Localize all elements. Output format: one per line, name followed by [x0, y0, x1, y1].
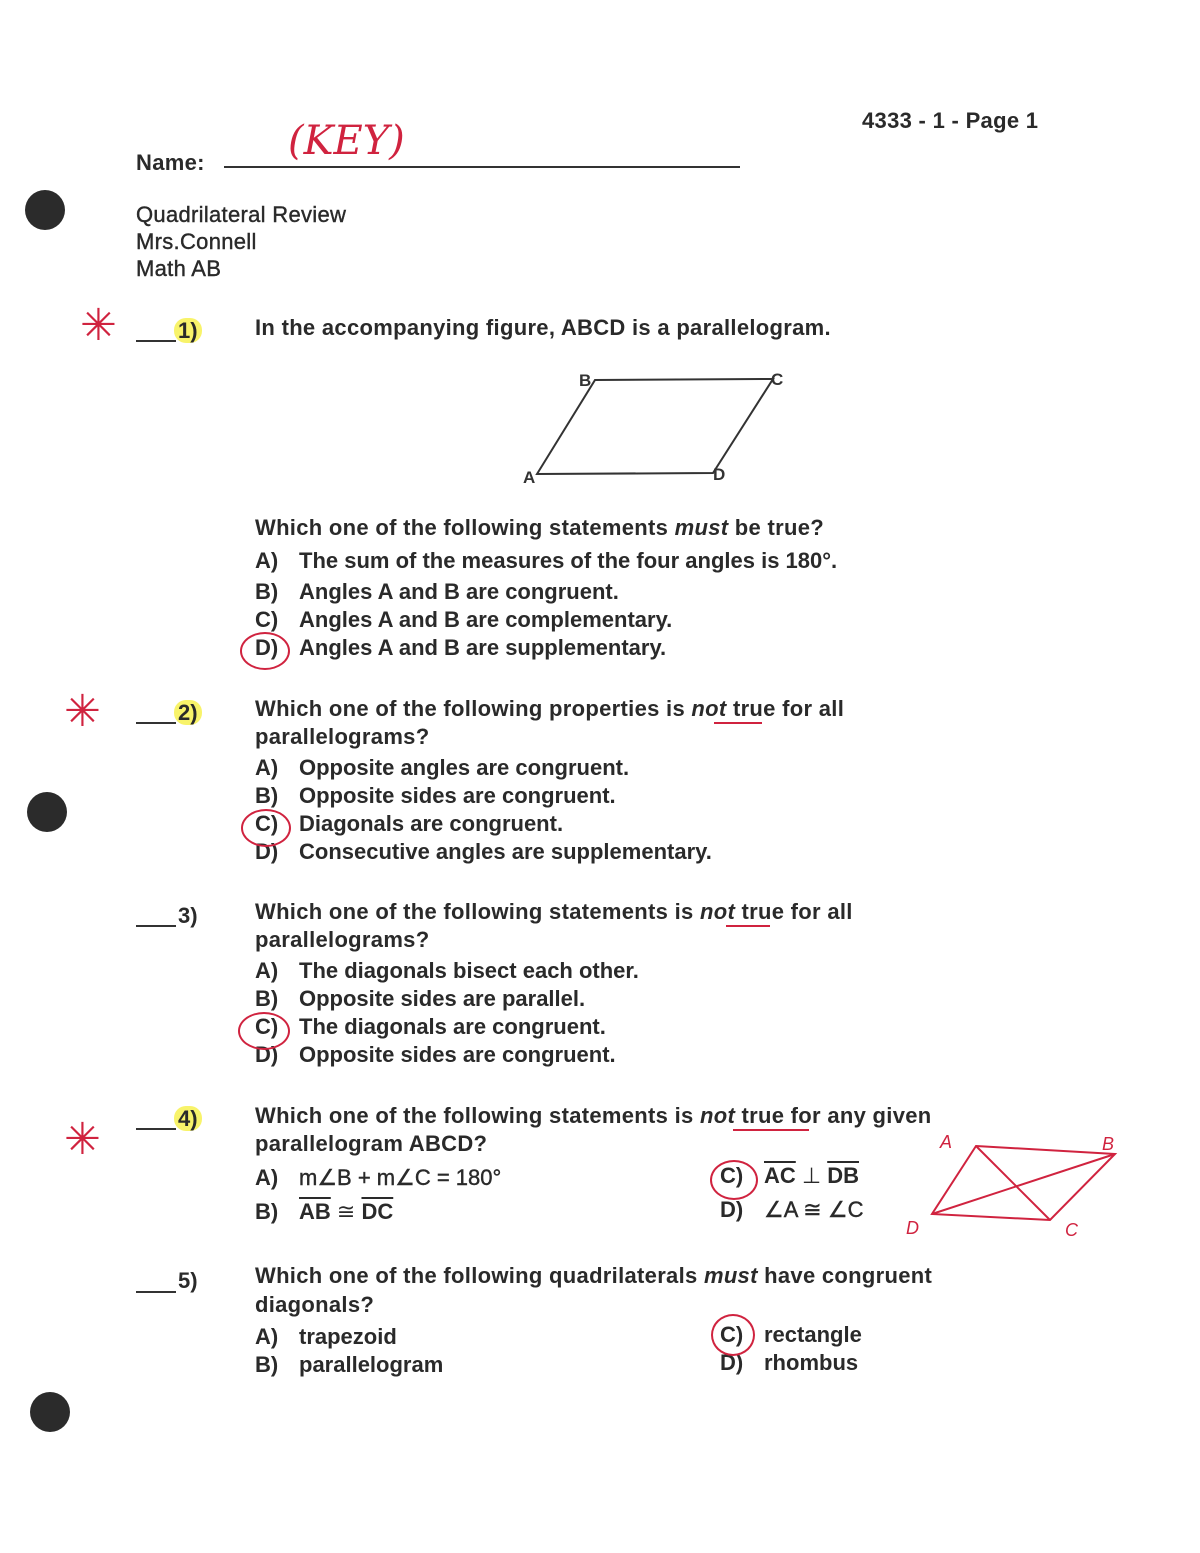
option-q4-c[interactable]: C) $\overline{AC}$ ⊥ $\overline{DB}$	[720, 1163, 859, 1188]
parallelogram-figure	[515, 362, 805, 492]
question-text-q2: Which one of the following properties is not true for all	[255, 696, 845, 721]
answer-blank-q5[interactable]	[136, 1291, 176, 1293]
question-text-q1: In the accompanying figure, ABCD is a parallelogram.	[255, 315, 831, 340]
option-q3-a[interactable]: A) The diagonals bisect each other.	[255, 958, 639, 983]
option-q3-b[interactable]: B) Opposite sides are parallel.	[255, 986, 586, 1011]
course-name: Math AB	[136, 256, 222, 281]
option-q5-a[interactable]: A) trapezoid	[255, 1324, 397, 1349]
vertex-label-d: D	[713, 465, 726, 484]
option-q4-b[interactable]: B) $\overline{AB}$ ≅ $\overline{DC}$	[255, 1199, 394, 1224]
question-text-q4: Which one of the following statements is not true for any given	[255, 1103, 932, 1128]
name-label: Name:	[136, 150, 205, 175]
sketch-label-c: C	[1065, 1220, 1078, 1240]
binder-hole-middle	[27, 792, 67, 832]
answer-circle-q3	[238, 1012, 290, 1050]
question-text-q4-line2: parallelogram ABCD?	[255, 1131, 488, 1156]
answer-blank-q1[interactable]	[136, 340, 176, 342]
sketch-label-a: A	[940, 1132, 953, 1152]
teacher-name: Mrs.Connell	[136, 229, 257, 254]
option-q4-d[interactable]: D) ∠A ≅ ∠C	[720, 1197, 864, 1222]
question-number-q3: 3)	[178, 903, 198, 928]
worksheet-title: Quadrilateral Review	[136, 202, 347, 227]
question-text-q3: Which one of the following statements is not true for all	[255, 899, 853, 924]
binder-hole-bottom	[30, 1392, 70, 1432]
star-mark-q1: ✳	[80, 300, 117, 351]
option-q2-d[interactable]: D) Consecutive angles are supplementary.	[255, 839, 712, 864]
option-q5-d[interactable]: D) rhombus	[720, 1350, 859, 1375]
option-q3-c[interactable]: C) The diagonals are congruent.	[255, 1014, 606, 1039]
sketch-label-d: D	[906, 1218, 919, 1238]
vertex-label-a: A	[523, 468, 536, 487]
option-q1-a[interactable]: A) The sum of the measures of the four angles is 180°.	[255, 548, 838, 573]
option-q3-d[interactable]: D) Opposite sides are congruent.	[255, 1042, 616, 1067]
not-underline-q4	[733, 1129, 809, 1131]
question-number-q1: 1)	[174, 318, 202, 344]
page-id: 4333 - 1 - Page 1	[862, 108, 1039, 133]
option-q1-d[interactable]: D) Angles A and B are supplementary.	[255, 635, 667, 660]
answer-blank-q2[interactable]	[136, 722, 176, 724]
answer-circle-q1	[240, 632, 290, 670]
answer-blank-q3[interactable]	[136, 925, 176, 927]
answer-circle-q2	[241, 809, 291, 847]
question-number-q5: 5)	[178, 1268, 198, 1293]
option-q1-b[interactable]: B) Angles A and B are congruent.	[255, 579, 619, 604]
star-mark-q2: ✳	[64, 686, 101, 737]
answer-circle-q5	[711, 1314, 755, 1356]
option-q2-b[interactable]: B) Opposite sides are congruent.	[255, 783, 616, 808]
option-q2-a[interactable]: A) Opposite angles are congruent.	[255, 755, 630, 780]
sketch-label-b: B	[1102, 1134, 1115, 1154]
star-mark-q4: ✳	[64, 1114, 101, 1165]
option-q5-b[interactable]: B) parallelogram	[255, 1352, 444, 1377]
not-underline-q2	[714, 722, 762, 724]
question-text-q2-line2: parallelograms?	[255, 724, 430, 749]
option-q4-a[interactable]: A) m∠B + m∠C = 180°	[255, 1165, 502, 1190]
answer-blank-q4[interactable]	[136, 1128, 176, 1130]
question-number-q2: 2)	[174, 700, 202, 726]
question-text-q5-line2: diagonals?	[255, 1292, 375, 1317]
question-number-q4: 4)	[174, 1106, 202, 1132]
question-text-q5: Which one of the following quadrilaterals must have congruent	[255, 1263, 933, 1288]
handwritten-parallelogram-sketch	[900, 1128, 1130, 1240]
option-q5-c[interactable]: C) rectangle	[720, 1322, 862, 1347]
name-handwritten-key: (KEY)	[288, 118, 405, 164]
question-text-q3-line2: parallelograms?	[255, 927, 430, 952]
prompt-q1: Which one of the following statements must be true?	[255, 515, 824, 540]
name-blank[interactable]	[224, 166, 740, 168]
vertex-label-b: B	[579, 371, 592, 390]
option-q1-c[interactable]: C) Angles A and B are complementary.	[255, 607, 673, 632]
vertex-label-c: C	[771, 370, 784, 389]
option-q2-c[interactable]: C) Diagonals are congruent.	[255, 811, 564, 836]
binder-hole-top	[25, 190, 65, 230]
not-underline-q3	[726, 925, 770, 927]
answer-circle-q4	[710, 1160, 758, 1200]
